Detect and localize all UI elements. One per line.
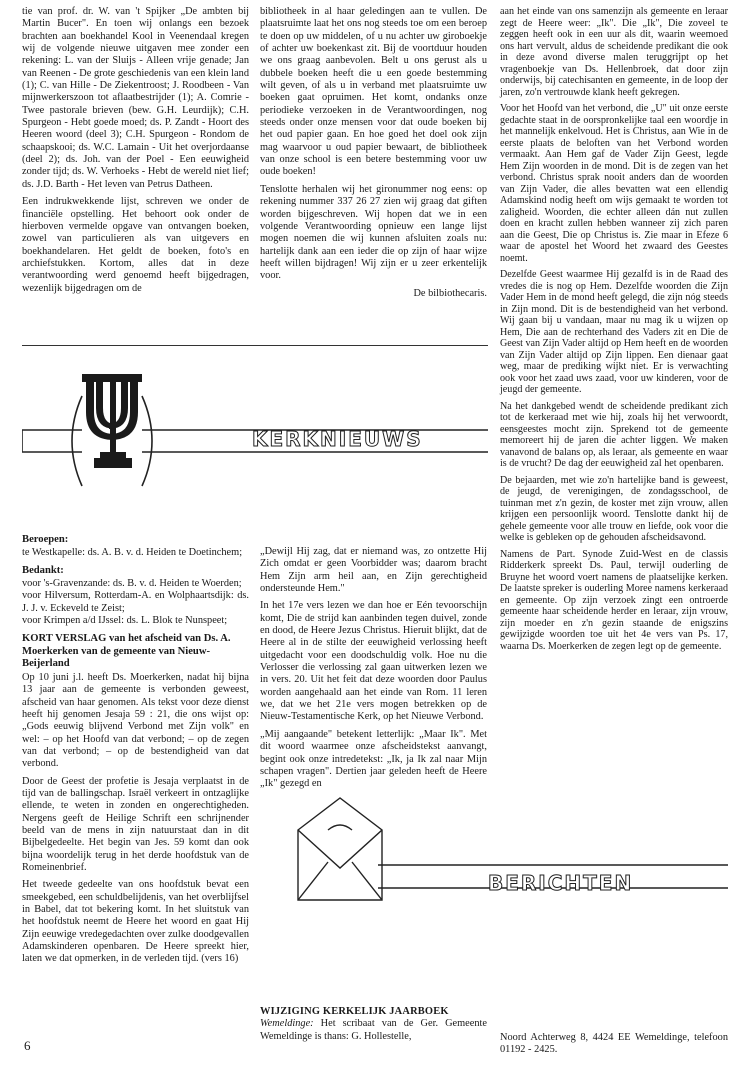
kerknieuws-column-1 (22, 530, 249, 971)
verslag-heading: KORT VERSLAG van het afscheid van Ds. A. Moerkerken van de gemeente van Nieuw-Beijerland (22, 633, 231, 670)
beroepen-text: te Westkapelle: ds. A. B. v. d. Heiden te Doetinchem; (22, 547, 243, 559)
folded-letter-icon (258, 790, 728, 940)
bedankt-item: voor Krimpen a/d IJssel: ds. L. Blok te Nunspeet; (22, 615, 228, 627)
section-divider (22, 345, 488, 346)
berichten-column-3 (500, 1032, 728, 1062)
paragraph: Door de Geest der profetie is Jesaja verplaatst in de tijd van de ballingschap. Israël verkeert in ontzaglijke ellende, te weten in zonden en ongerechtigheden. Nergens geeft de Heilige Schrift een schrijnender beeld van de mens in zijn natuurstaat dan in dit Bijbelgedeelte. Het begin van Jes. 59 komt dan ook bijna woordelijk terug in het derde hoofdstuk van de Romeinenbrief. (22, 775, 249, 874)
paragraph: Na het dankgebed wendt de scheidende predikant zich tot de kerkeraad met wie hij, zoals hij het verwoordt, eensgeestes mocht zijn. Sprekend tot de gemeente memoreert hij de jaren die achter liggen. We maken vanavond de balans op, als leraar, als gemeente en waar is de vrucht? De dag der eeuwigheid zal het openbaren. (500, 400, 728, 469)
paragraph: „Dewijl Hij zag, dat er niemand was, zo ontzette Hij Zich omdat er geen Voorbidder was; daarom bracht Hem Zijn arm heil aan, en Zijn gerechtigheid ondersteunde Hem." (260, 546, 487, 595)
bedankt-item: voor Hilversum, Rotterdam-A. en Wolphaartsdijk: ds. J. J. v. Eckeveld te Zeist; (22, 590, 249, 614)
berichten-banner (258, 790, 728, 940)
paragraph: bibliotheek in al haar geledingen aan te vullen. De plaatsruimte laat het ons nog steeds toe om een beroep te doen op uw middelen, of u nu achter uw giroboekje of achter uw boekenkast zit. Bij de voortduur houden we ons graag aanbevolen. Belt u ons gerust als u dubbele boeken heeft die u een goede bestemming wilt geven, of als u in verband met plaatsruimte uw boeken gaat opruimen. Het komt, ondanks onze periodieke verzoeken in de Verantwoordingen, nog steeds onder onze mensen voor dat oude boeken bij het oud papier gaan. En hoe goed het doel ook zijn mag waarvoor u oud papier bewaart, de bibliotheek van onze school is een betere bestemming voor uw oude boeken! (260, 6, 487, 178)
signature: De bilbiothecaris. (413, 287, 487, 299)
beroepen-heading: Beroepen: (22, 534, 69, 545)
berichten-column-2 (260, 1006, 487, 1048)
berichten-title: BERICHTEN (488, 871, 634, 895)
paragraph: Op 10 juni j.l. heeft Ds. Moerkerken, nadat hij bijna 13 jaar aan de gemeente is verbonden geweest, afscheid van haar genomen. Als tekst voor deze dienst heeft hij genomen Jesaja 59 : 21, die ons wijst op: „Gods eeuwig blijvend Verbond met Zijn volk" en wel: – op het Hoofd van dat verbond; – op de zegen van dat verbond; – op de bestendigheid van dat verbond. (22, 671, 249, 770)
paragraph: De bejaarden, met wie zo'n hartelijke band is geweest, de jeugd, de verenigingen, de zondagsschool, de tuinman met z'n gezin, de koster met zijn vrouw, allen krijgen een persoonlijk woord. Tenslotte dankt hij de gehele gemeente voor alle trouw en liefde, ook voor die welke is gebleken op de gehouden afscheidsavond. (500, 474, 728, 543)
paragraph: aan het einde van ons samenzijn als gemeente en leraar zegt de Heere weer: „Ik". Die „Ik", Die zoveel te zeggen heeft ook in een uur als dit, waarin weemoed ons hart vervult, aldus de scheidende predikant die ook in deze avond diverse malen teruggrijpt op het vragenboekje van Ds. Hellenbroek, dat door zijn onderwijs, bij catechisanten en gemeente, in de loop der jaren, zo'n vertrouwde klank heeft gekregen. (500, 6, 728, 98)
paragraph: Tenslotte herhalen wij het gironummer nog eens: op rekening nummer 337 26 27 zien wij graag dat giften worden bijgeschreven. Wij hopen dat we in een volgende Verantwoording opnieuw een lange lijst mogen noemen die wij kunnen afsluiten zoals nu: hartelijk dank aan een ieder die op zijn of haar wijze heeft willen bijdragen! Wij zijn er u zeer erkentelijk voor. (260, 183, 487, 282)
paragraph: „Mij aangaande" betekent letterlijk: „Maar Ik". Met dit woord waarmee onze afscheidstekst aanvangt, begint ook onze intredetekst: „Ik, ja Ik zal naar Mijn schapen vragen". Dertien jaar geleden heeft de Heere „Ik" gezegd en (260, 728, 487, 790)
berichten-body: Het scribaat van de Ger. Gemeente Wemeldinge is thans: G. Hollestelle, (260, 1018, 488, 1042)
paragraph: tie van prof. dr. W. van 't Spijker „De ambten bij Martin Bucer". En toen wij onlangs een bezoek brachten aan boekhandel Kool in Veenendaal kregen wij de volgende nieuwe uitgaven mee zonder een rekening: L. van der Sluijs - Alleen vrije genade; Jan van Reenen - De grote geschiedenis van een klein land (1); C. van Hille - De Ziekentroost; J. Roodbeen - Van mijnwerkerszoon tot aflaatbestrijder (1); A. Comrie - Twee pastorale brieven (bew. G.H. Leurdijk); C.H. Spurgeon - Hebt goede moed; ds. P. Zandt - Hoort des Heeren woord (deel 3); C.H. Spurgeon - Rondom de schaapskooi; ds. W.C. Lamain - Uit het overjordaanse (deel 2); ds. Joh. van der Poel - Een eeuwigheid zonder tijd; ds. W. Verhoeks - Hebt de wereld niet lief; ds. J.D. Barth - Het leven van Petrus Datheen. (22, 6, 249, 190)
berichten-address: Noord Achterweg 8, 4424 EE Wemeldinge, telefoon 01192 - 2425. (500, 1032, 728, 1056)
page-number: 6 (24, 1038, 31, 1053)
berichten-heading: WIJZIGING KERKELIJK JAARBOEK (260, 1006, 449, 1017)
berichten-place: Wemeldinge: (260, 1018, 314, 1030)
paragraph: Een indrukwekkende lijst, schreven we onder de financiële opstelling. Het behoort ook onder de hierboven vermelde opgave van ontvangen boeken, zowel van particulieren als van uitgevers en boekhandelaren. Het geldt de boeken, foto's en archiefstukken. Kortom, alles dat in deze verantwoording werd genoemd heeft bijgedragen, wezenlijk bijgedragen om de (22, 196, 249, 294)
kerknieuws-title: KERKNIEUWS (252, 427, 423, 451)
paragraph: Het tweede gedeelte van ons hoofdstuk bevat een smeekgebed, een schuldbelijdenis, van het overblijfsel in Babel, dat tot bekering komt. In het sluitstuk van het hoofdstuk neemt de Heere het woord en gaat Hij Zijn eeuwige vredegedachten over zulke doodgevallen Adamskinderen openbaren. De Heere spreekt hier, laten we dat opmerken, in de verleden tijd. (vers 16) (22, 879, 249, 965)
kerknieuws-column-2 (260, 546, 487, 796)
top-column-3 (500, 6, 728, 657)
paragraph: Voor het Hoofd van het verbond, die „U" uit onze eerste gedachte staat in de oorspronkelijke taal een woordje in het mannelijk enkelvoud. Het is Christus, aan Wie in de eerste plaats de beloften van het Verbond worden vermaakt. Aan Hem gaf de Vader Zijn Geest, legde Hem Zijn woorden in de mond. Dit is de zegen van het verbond. Christus sprak nooit anders dan de woorden van Zijn Vader, die alles bevatten wat een ellendig Adamskind nodig heeft om wijs gemaakt te worden tot zaligheid. Woorden, die echter alleen dán nut zullen doen en kracht zullen hebben wanneer zij zich paren aan die Geest, Die op Christus is. Zie maar in Efeze 6 waar de apostel het Woord het zwaard des Geestes noemt. (500, 103, 728, 264)
paragraph: Dezelfde Geest waarmee Hij gezalfd is in de Raad des vredes die is nog op Hem. Dezelfde woorden die Zijn Vader Hem in de mond heeft gelegd, die zijn nóg steeds in Zijn mond. Dit is de bestendigheid van het verbond. Wij gaan bij u vandaan, maar nu mag ik u wijzen op Hem, Die aan de rechterhand des Vaders zit en Die de Geest van Zijn Vader altijd op Hem heeft en de woorden van Zijn Vader altijd op Zijn lippen. Een dienaar gaat weg, maar de prediking wijkt niet. Er is verwachting ook voor het zaad uws zaad, voor uw kinderen, voor de jeugd der gemeente. (500, 269, 728, 395)
bedankt-heading: Bedankt: (22, 564, 64, 576)
bedankt-item: voor 's-Gravenzande: ds. B. v. d. Heiden te Woerden; (22, 578, 242, 590)
paragraph: Namens de Part. Synode Zuid-West en de classis Ridderkerk spreekt Ds. Paul, terwijl ouderling de Bruyne het woord voert namens de plaatselijke kerken. De laatste spreker is ouderling Moree namens kerkeraad en gemeente. Op zijn verzoek zingt een ontroerde gemeente haar scheidende herder en leraar, zijn vrouw, zijn moeder en z'n gezin staande de enigszins gewijzigde woorden toe uit het 4e vers van Ps. 17, waarna Ds. Moerkerken de zegen legt op de gemeente. (500, 548, 728, 652)
top-column-2 (260, 6, 487, 305)
paragraph: In het 17e vers lezen we dan hoe er Eén tevoorschijn komt, Die de strijd kan aanbinden tegen duivel, zonde en dood, de Heere Jezus Christus. Hieruit blijkt, dat de Heere al in de stilte der eeuwigheid verlossing heeft uitgedacht voor een doodschuldig volk. Hoe nu die Verlosser die verlossing zal gaan uitwerken lezen we in vers. 20. Uit het feit dat deze woorden door Paulus worden aangehaald aan het einde van Rom. 11 leren we, dat we het 21e vers mogen betrekken op de Nieuw-Testamentische Kerk, op het Nieuwe Verbond. (260, 600, 487, 723)
top-column-1 (22, 6, 249, 300)
berichten-text (260, 1018, 487, 1043)
